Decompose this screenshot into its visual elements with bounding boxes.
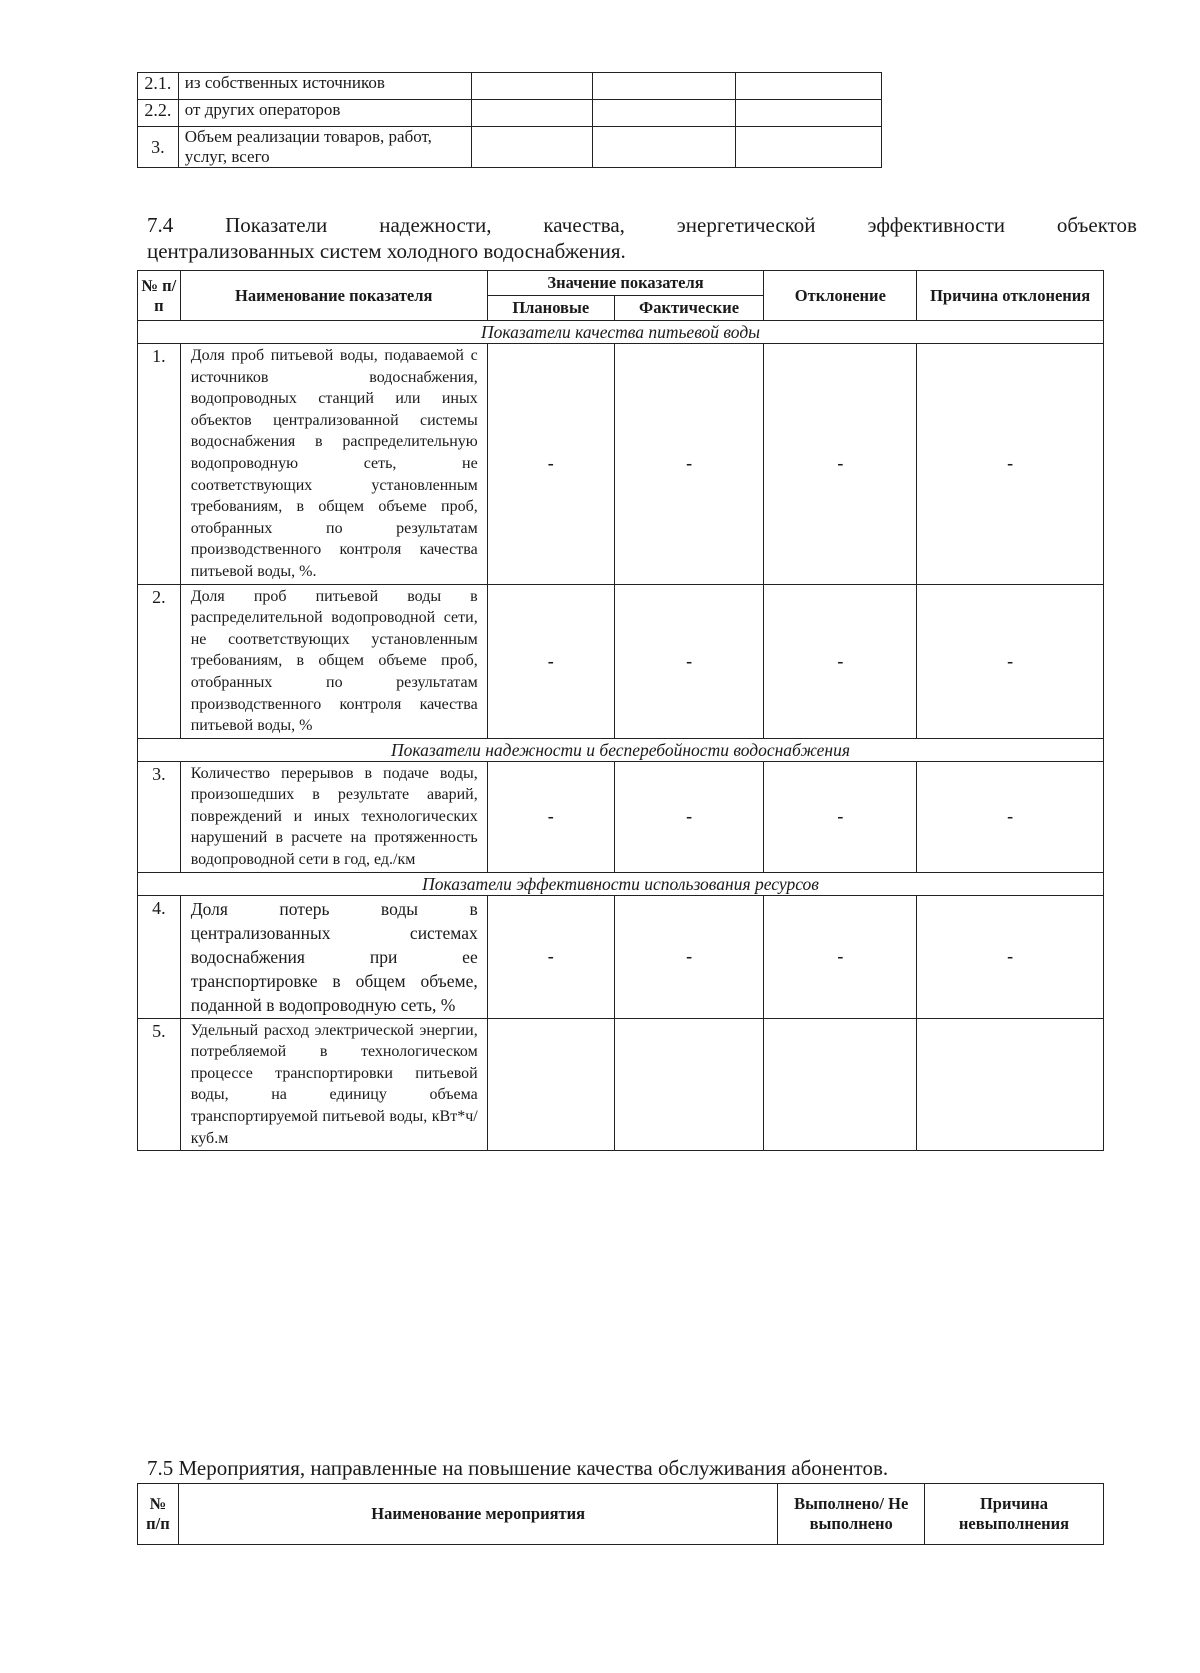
header-num: № п/п xyxy=(138,1484,179,1545)
table-row xyxy=(138,344,1104,585)
heading-line-2: централизованных систем холодного водоснабжения. xyxy=(147,239,626,263)
indicator-name: Количество перерывов в подаче воды, произошедших в результате аварий, повреждений и иных технологических нарушений в расчете на протяженность водопроводной сети в год, ед./км xyxy=(180,761,487,872)
indicator-name: Удельный расход электрической энергии, потребляемой в технологическом процессе транспортировки питьевой воды, на единицу объема транспортируемой питьевой воды, кВт*ч/куб.м xyxy=(180,1018,487,1151)
table-row xyxy=(138,895,1104,1018)
row-number: 3. xyxy=(138,127,179,168)
empty-cell xyxy=(593,73,736,100)
empty-cell xyxy=(735,100,881,127)
section-title: Показатели качества питьевой воды xyxy=(138,321,1104,344)
deviation-value: - xyxy=(764,895,917,1018)
row-number: 5. xyxy=(138,1018,181,1151)
row-number: 2. xyxy=(138,584,181,738)
table-row xyxy=(138,100,882,127)
deviation-value xyxy=(764,1018,917,1151)
table-row xyxy=(138,127,882,168)
header-num: № п/п xyxy=(138,271,181,321)
section-row xyxy=(138,738,1104,761)
indicators-table xyxy=(137,270,1104,1151)
reason-value xyxy=(917,1018,1104,1151)
table-row xyxy=(138,584,1104,738)
deviation-value: - xyxy=(764,761,917,872)
table-row xyxy=(138,73,882,100)
heading-word: энергетической xyxy=(676,213,816,237)
heading-word: эффективности xyxy=(867,213,1005,237)
header-planned: Плановые xyxy=(487,296,614,321)
header-row xyxy=(138,271,1104,296)
header-row xyxy=(138,1484,1104,1545)
section-heading-7-5: 7.5 Мероприятия, направленные на повышение качества обслуживания абонентов. xyxy=(147,1456,889,1480)
table-row xyxy=(138,1018,1104,1151)
header-reason: Причина невыполнения xyxy=(925,1484,1104,1545)
header-name: Наименование мероприятия xyxy=(178,1484,777,1545)
header-status: Выполнено/ Не выполнено xyxy=(778,1484,925,1545)
section-row xyxy=(138,321,1104,344)
planned-value: - xyxy=(487,761,614,872)
section-title: Показатели эффективности использования ресурсов xyxy=(138,872,1104,895)
empty-cell xyxy=(471,100,592,127)
empty-cell xyxy=(735,127,881,168)
row-number: 1. xyxy=(138,344,181,585)
header-reason: Причина отклонения xyxy=(917,271,1104,321)
empty-cell xyxy=(593,100,736,127)
section-title: Показатели надежности и бесперебойности водоснабжения xyxy=(138,738,1104,761)
row-name: от других операторов xyxy=(178,100,471,127)
measures-table xyxy=(137,1483,1104,1545)
actual-value: - xyxy=(614,344,764,585)
revenue-table xyxy=(137,72,882,168)
indicator-name: Доля проб питьевой воды, подаваемой с источников водоснабжения, водопроводных станций или иных объектов централизованной системы водоснабжения в распределительную водопроводную сеть, не соответствующих установленным требованиям, в общем объеме проб, отобранных по результатам производственного контроля качества питьевой воды, %. xyxy=(180,344,487,585)
row-name: из собственных источников xyxy=(178,73,471,100)
deviation-value: - xyxy=(764,584,917,738)
section-heading-7-4 xyxy=(147,212,1137,264)
header-name: Наименование показателя xyxy=(180,271,487,321)
heading-word: качества, xyxy=(543,213,625,237)
table-row xyxy=(138,761,1104,872)
section-number: 7.4 xyxy=(147,213,174,237)
actual-value: - xyxy=(614,584,764,738)
header-deviation: Отклонение xyxy=(764,271,917,321)
reason-value: - xyxy=(917,344,1104,585)
indicator-name: Доля проб питьевой воды в распределительной водопроводной сети, не соответствующих установленным требованиям, в общем объеме проб, отобранных по результатам производственного контроля качества питьевой воды, % xyxy=(180,584,487,738)
planned-value: - xyxy=(487,895,614,1018)
header-value-group: Значение показателя xyxy=(487,271,764,296)
heading-word: Показатели xyxy=(225,213,328,237)
row-number: 4. xyxy=(138,895,181,1018)
reason-value: - xyxy=(917,895,1104,1018)
empty-cell xyxy=(471,127,592,168)
header-actual: Фактические xyxy=(614,296,764,321)
planned-value: - xyxy=(487,584,614,738)
actual-value: - xyxy=(614,761,764,872)
planned-value: - xyxy=(487,344,614,585)
planned-value xyxy=(487,1018,614,1151)
indicator-name: Доля потерь воды в централизованных системах водоснабжения при ее транспортировке в общем объеме, поданной в водопроводную сеть, % xyxy=(180,895,487,1018)
heading-word: надежности, xyxy=(379,213,492,237)
heading-word: объектов xyxy=(1056,213,1137,237)
row-number: 2.1. xyxy=(138,73,179,100)
row-name: Объем реализации товаров, работ, услуг, всего xyxy=(178,127,471,168)
row-number: 2.2. xyxy=(138,100,179,127)
empty-cell xyxy=(735,73,881,100)
row-number: 3. xyxy=(138,761,181,872)
reason-value: - xyxy=(917,761,1104,872)
actual-value: - xyxy=(614,895,764,1018)
heading-line-1 xyxy=(147,212,1137,238)
empty-cell xyxy=(593,127,736,168)
section-row xyxy=(138,872,1104,895)
actual-value xyxy=(614,1018,764,1151)
reason-value: - xyxy=(917,584,1104,738)
empty-cell xyxy=(471,73,592,100)
deviation-value: - xyxy=(764,344,917,585)
